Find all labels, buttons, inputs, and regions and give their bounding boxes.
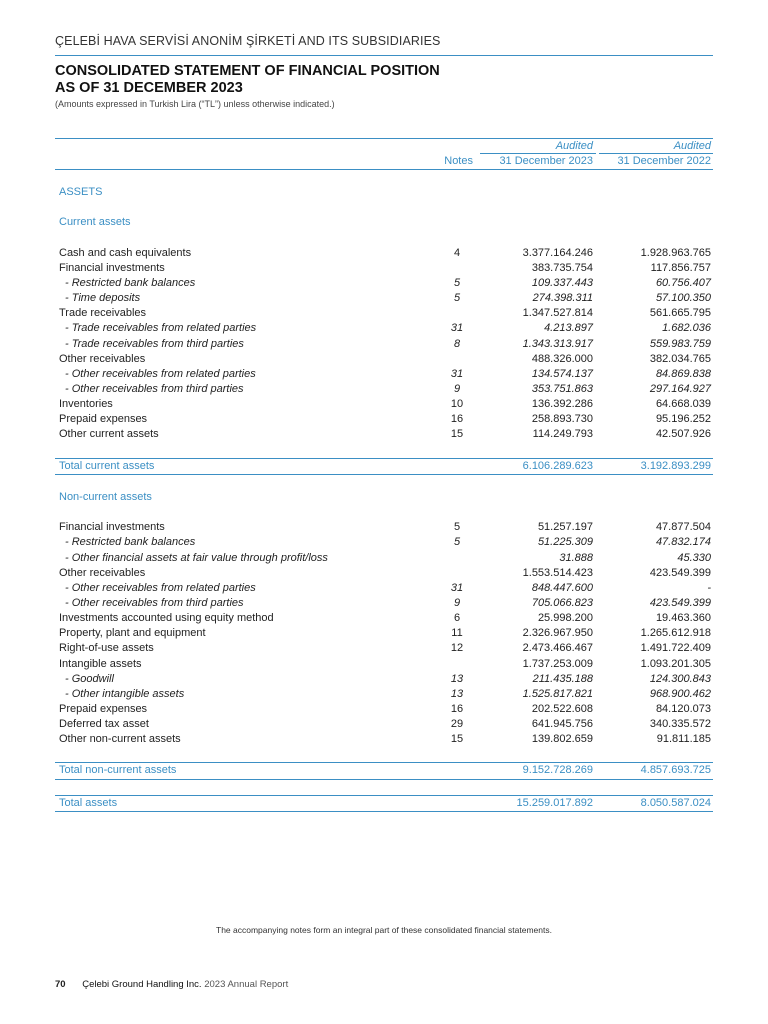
row-value-2023: 136.392.286	[531, 398, 593, 411]
row-value-2023: 383.735.754	[531, 261, 593, 274]
total-noncurrent-assets-row	[55, 762, 713, 779]
row-value-2022: 84.869.838	[655, 367, 711, 380]
total-noncurrent-assets-label: Total non-current assets	[59, 764, 177, 777]
table-row	[55, 626, 713, 641]
row-note: 31	[450, 367, 464, 380]
table-row	[55, 611, 713, 626]
row-value-2022: 1.928.963.765	[640, 246, 711, 259]
row-label: Prepaid expenses	[59, 413, 148, 426]
row-label: Other receivables	[59, 352, 146, 365]
row-label: Right-of-use assets	[59, 642, 154, 655]
statement-subtitle: (Amounts expressed in Turkish Lira (“TL”) unless otherwise indicated.)	[55, 99, 335, 109]
row-label: - Restricted bank balances	[65, 536, 196, 549]
row-value-2022: 124.300.843	[649, 672, 711, 685]
row-note: 9	[453, 596, 461, 609]
row-value-2023: 3.377.164.246	[522, 246, 593, 259]
row-value-2022: 57.100.350	[655, 292, 711, 305]
row-value-2022: 1.682.036	[662, 322, 711, 335]
table-row	[55, 717, 713, 732]
row-value-2022: 423.549.399	[649, 596, 711, 609]
row-note: 31	[450, 322, 464, 335]
table-row	[55, 291, 713, 306]
audited-label-2023: Audited	[555, 140, 593, 152]
row-value-2022: -	[707, 581, 711, 594]
row-label: Other current assets	[59, 428, 159, 441]
table-row	[55, 657, 713, 672]
row-value-2022: 561.665.795	[649, 307, 711, 320]
row-value-2022: 1.265.612.918	[640, 627, 711, 640]
row-label: - Goodwill	[65, 672, 114, 685]
row-note: 13	[450, 687, 464, 700]
row-value-2022: 1.491.722.409	[640, 642, 711, 655]
row-label: Intangible assets	[59, 657, 142, 670]
row-label: - Time deposits	[65, 292, 141, 305]
row-label: - Trade receivables from related parties	[65, 322, 257, 335]
table-row	[55, 306, 713, 321]
statement-title	[55, 63, 440, 97]
row-value-2023: 114.249.793	[532, 428, 593, 441]
total-assets-label: Total assets	[59, 796, 118, 809]
header-rule	[55, 55, 713, 56]
row-label: - Other receivables from related parties	[65, 581, 256, 594]
row-label: Trade receivables	[59, 307, 147, 320]
table-row	[55, 276, 713, 291]
total-noncurrent-assets-2022: 4.857.693.725	[640, 764, 711, 777]
row-label: Financial investments	[59, 521, 165, 534]
row-value-2022: 95.196.252	[655, 413, 711, 426]
row-value-2022: 45.330	[677, 551, 711, 564]
table-row	[55, 337, 713, 352]
row-label: Property, plant and equipment	[59, 627, 206, 640]
table-row	[55, 397, 713, 412]
row-value-2022: 382.034.765	[649, 352, 711, 365]
footnote: The accompanying notes form an integral part of these consolidated financial statements.	[216, 925, 552, 935]
row-note: 31	[450, 581, 464, 594]
row-note: 5	[453, 536, 461, 549]
row-value-2022: 91.811.185	[656, 733, 711, 746]
row-note: 9	[453, 382, 461, 395]
table-row	[55, 687, 713, 702]
row-label: Prepaid expenses	[59, 702, 148, 715]
row-value-2023: 488.326.000	[531, 352, 593, 365]
row-value-2022: 47.877.504	[655, 521, 711, 534]
total-noncurrent-assets-2023: 9.152.728.269	[522, 764, 593, 777]
row-label: - Other intangible assets	[65, 687, 185, 700]
row-note: 6	[453, 612, 461, 625]
row-value-2023: 353.751.863	[531, 382, 593, 395]
row-note: 16	[450, 413, 464, 426]
table-row	[55, 352, 713, 367]
table-row	[55, 641, 713, 656]
row-value-2023: 25.998.200	[537, 612, 593, 625]
row-label: - Other receivables from third parties	[65, 382, 244, 395]
row-label: - Other financial assets at fair value through profit/loss	[65, 551, 328, 564]
table-row	[55, 596, 713, 611]
table-row	[55, 566, 713, 581]
date-column-header-2022: 31 December 2022	[617, 155, 711, 167]
row-value-2023: 51.225.309	[537, 536, 593, 549]
row-value-2022: 117.856.757	[650, 261, 711, 274]
row-note: 16	[450, 702, 464, 715]
row-note: 4	[453, 246, 461, 259]
total-assets-row	[55, 795, 713, 812]
row-note: 8	[453, 337, 461, 350]
row-value-2022: 340.335.572	[649, 718, 711, 731]
header-row-audited	[55, 139, 713, 154]
row-value-2023: 139.802.659	[531, 733, 593, 746]
noncurrent-assets-heading: Non-current assets	[59, 490, 152, 503]
row-value-2023: 31.888	[559, 551, 593, 564]
row-value-2023: 1.343.313.917	[522, 337, 593, 350]
table-row	[55, 321, 713, 336]
current-assets-heading: Current assets	[59, 216, 131, 229]
row-value-2023: 134.574.137	[531, 367, 593, 380]
row-note: 5	[453, 292, 461, 305]
row-label: Other receivables	[59, 566, 146, 579]
row-label: Investments accounted using equity method	[59, 612, 274, 625]
row-note: 29	[450, 718, 464, 731]
row-value-2023: 258.893.730	[531, 413, 593, 426]
row-note: 5	[453, 521, 461, 534]
row-value-2022: 423.549.399	[649, 566, 711, 579]
total-assets-2023: 15.259.017.892	[516, 796, 593, 809]
row-value-2022: 297.164.927	[649, 382, 711, 395]
table-row	[55, 702, 713, 717]
company-name: ÇELEBİ HAVA SERVİSİ ANONİM ŞİRKETİ AND ITS SUBSIDIARIES	[55, 34, 441, 48]
row-value-2022: 64.668.039	[655, 398, 711, 411]
table-row	[55, 581, 713, 596]
row-value-2023: 202.522.608	[531, 702, 593, 715]
table-row	[55, 535, 713, 550]
row-note: 13	[450, 672, 464, 685]
table-row	[55, 412, 713, 427]
row-label: - Other receivables from third parties	[65, 596, 244, 609]
noncurrent-assets-rows	[55, 520, 713, 747]
row-value-2023: 641.945.756	[531, 718, 593, 731]
date-column-header-2023: 31 December 2023	[499, 155, 593, 167]
footer-brand: Çelebi Ground Handling Inc.	[82, 979, 202, 990]
total-current-assets-label: Total current assets	[59, 459, 155, 472]
row-value-2022: 968.900.462	[649, 687, 711, 700]
row-value-2023: 2.473.466.467	[522, 642, 593, 655]
row-note: 5	[453, 276, 461, 289]
row-value-2023: 4.213.897	[544, 322, 593, 335]
row-value-2023: 1.553.514.423	[522, 566, 593, 579]
table-row	[55, 367, 713, 382]
table-row	[55, 382, 713, 397]
row-value-2023: 1.737.253.009	[522, 657, 593, 670]
page-number: 70	[55, 979, 66, 990]
balance-sheet-table	[55, 138, 713, 812]
title-line-2: AS OF 31 DECEMBER 2023	[55, 80, 243, 96]
row-label: Deferred tax asset	[59, 718, 149, 731]
header-row-columns	[55, 154, 713, 169]
row-value-2022: 1.093.201.305	[640, 657, 711, 670]
row-label: Cash and cash equivalents	[59, 246, 192, 259]
table-row	[55, 551, 713, 566]
table-row	[55, 261, 713, 276]
row-value-2022: 559.983.759	[649, 337, 711, 350]
row-label: Other non-current assets	[59, 733, 181, 746]
row-label: - Restricted bank balances	[65, 276, 196, 289]
row-value-2023: 1.525.817.821	[522, 687, 593, 700]
row-value-2023: 705.066.823	[531, 596, 593, 609]
row-value-2022: 60.756.407	[655, 276, 711, 289]
current-assets-rows	[55, 246, 713, 443]
row-label: Inventories	[59, 398, 113, 411]
row-label: Financial investments	[59, 261, 165, 274]
row-value-2022: 19.463.360	[655, 612, 711, 625]
row-value-2022: 42.507.926	[655, 428, 711, 441]
table-row	[55, 520, 713, 535]
row-note: 10	[450, 398, 464, 411]
footer-report: 2023 Annual Report	[204, 979, 289, 990]
table-row	[55, 427, 713, 442]
table-row	[55, 672, 713, 687]
row-value-2022: 47.832.174	[655, 536, 711, 549]
total-current-assets-2022: 3.192.893.299	[640, 459, 711, 472]
row-note: 15	[450, 428, 464, 441]
row-label: - Other receivables from related parties	[65, 367, 256, 380]
row-value-2023: 848.447.600	[531, 581, 593, 594]
audited-label-2022: Audited	[673, 140, 711, 152]
row-value-2023: 1.347.527.814	[522, 307, 593, 320]
row-value-2023: 109.337.443	[531, 276, 593, 289]
title-line-1: CONSOLIDATED STATEMENT OF FINANCIAL POSITION	[55, 63, 440, 79]
row-note: 15	[450, 733, 464, 746]
row-value-2023: 274.398.311	[532, 292, 593, 305]
row-value-2022: 84.120.073	[655, 702, 711, 715]
page-footer	[55, 979, 288, 990]
row-value-2023: 51.257.197	[537, 521, 593, 534]
total-current-assets-2023: 6.106.289.623	[522, 459, 593, 472]
total-current-assets-row	[55, 458, 713, 475]
table-row	[55, 732, 713, 747]
row-label: - Trade receivables from third parties	[65, 337, 244, 350]
assets-heading: ASSETS	[59, 186, 103, 199]
row-note: 11	[451, 627, 463, 640]
row-value-2023: 2.326.967.950	[522, 627, 593, 640]
row-note: 12	[450, 642, 464, 655]
notes-column-header: Notes	[444, 155, 473, 167]
total-assets-2022: 8.050.587.024	[640, 796, 711, 809]
table-row	[55, 246, 713, 261]
row-value-2023: 211.435.188	[532, 672, 593, 685]
